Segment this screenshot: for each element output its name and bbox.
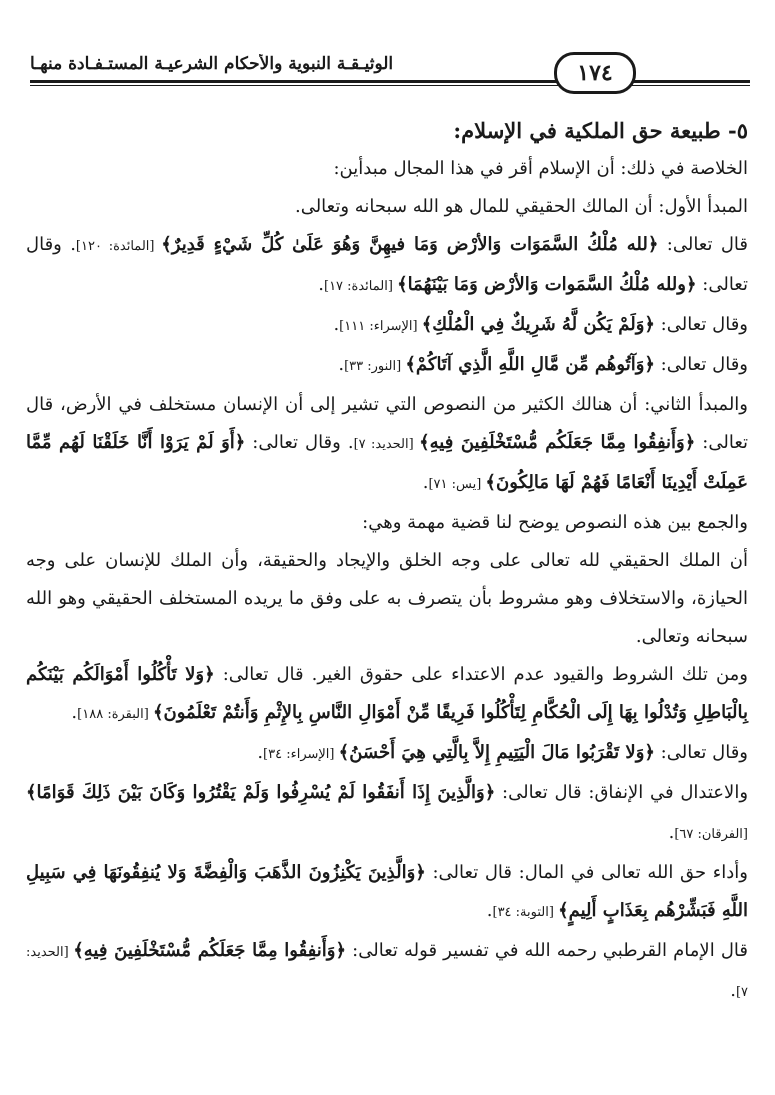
- page-number: ١٧٤: [554, 52, 636, 94]
- verse-reference: [التوبة: ٣٤]: [492, 905, 559, 920]
- body-text: والجمع بين هذه النصوص يوضح لنا قضية مهمة وهي:: [362, 512, 748, 533]
- body-text: ومن تلك الشروط والقيود عدم الاعتداء على حقوق الغير. قال تعالى:: [214, 664, 748, 685]
- body-text: .: [730, 980, 736, 1001]
- body-text: . وقال تعالى:: [245, 432, 354, 453]
- body-text: .: [71, 702, 78, 723]
- quran-verse: ﴿وَلا تَأْكُلُوا أَمْوَالَكُم بَيْنَكُم بِالْبَاطِلِ وَتُدْلُوا بِهَا إِلَى الْحُكَّامِ لِتَأْكُلُوا فَرِيقًا مِّنْ أَمْوَالِ النَّاسِ بِالإِثْمِ وَأَنتُمْ تَعْلَمُونَ﴾: [26, 664, 748, 723]
- paragraph: [26, 188, 748, 226]
- body-text: قال تعالى:: [658, 234, 748, 255]
- paragraph: [26, 346, 748, 386]
- header-rule-thick: [30, 80, 750, 83]
- paragraph: [26, 306, 748, 346]
- quran-verse: ﴿وَلا تَقْرَبُوا مَالَ الْيَتِيمِ إِلاَّ بِالَّتِي هِيَ أَحْسَنُ﴾: [338, 742, 655, 763]
- body-text: .: [257, 742, 264, 763]
- body-text: .: [318, 274, 324, 295]
- verse-reference: [الفرقان: ٦٧]: [674, 827, 748, 842]
- verse-reference: [المائدة: ١٧]: [323, 279, 398, 294]
- body-text: أن الملك الحقيقي لله تعالى على وجه الخلق والإيجاد والحقيقة، وأن الملك للإنسان على وجه الحيازة، والاستخلاف وهو مشروط بأن يتصرف به على وفق ما يريده المستخلف الحقيقي وهو الله سبحانه وتعالى.: [26, 550, 748, 647]
- body-text: قال الإمام القرطبي رحمه الله في تفسير قوله تعالى:: [346, 940, 748, 961]
- paragraph: [26, 734, 748, 774]
- body-text: .: [338, 354, 345, 375]
- body-text: المبدأ الأول: أن المالك الحقيقي للمال هو الله سبحانه وتعالى.: [294, 196, 748, 217]
- body-text: وقال تعالى:: [654, 314, 748, 335]
- body-text: .: [486, 900, 493, 921]
- body-text: وأداء حق الله تعالى في المال: قال تعالى:: [425, 862, 748, 883]
- body-text: .: [422, 472, 429, 493]
- verse-reference: [الإسراء: ١١١]: [339, 319, 422, 334]
- verse-reference: [الإسراء: ٣٤]: [263, 747, 339, 762]
- paragraph: [26, 386, 748, 504]
- quran-verse: ﴿ولله مُلْكُ السَّمَوات وَالأرْض وَمَا بَيْنَهُمَا﴾: [397, 274, 697, 295]
- page-header: [30, 46, 750, 94]
- paragraph: [26, 774, 748, 854]
- paragraph: [26, 226, 748, 306]
- paragraph: [26, 854, 748, 932]
- quran-verse: ﴿لله مُلْكُ السَّمَوَات وَالأرْض وَمَا فيهِنَّ وَهُوَ عَلَىٰ كُلِّ شَيْءٍ قَدِيرٌ﴾: [161, 234, 659, 255]
- verse-reference: [المائدة: ١٢٠]: [75, 239, 162, 254]
- paragraph: [26, 542, 748, 656]
- paragraph: [26, 150, 748, 188]
- verse-reference: [النور: ٣٣]: [344, 359, 406, 374]
- body-text: والمبدأ الثاني: أن هنالك الكثير من النصوص التي تشير إلى أن الإنسان مستخلف في الأرض، قال تعالى:: [26, 394, 749, 453]
- quran-verse: ﴿وَالَّذِينَ إِذَا أَنفَقُوا لَمْ يُسْرِفُوا وَلَمْ يَقْتُرُوا وَكَانَ بَيْنَ ذَلِكَ قَوَامًا﴾: [26, 782, 496, 803]
- body-text: .: [333, 314, 340, 335]
- verse-reference: [يس: ٧١]: [428, 477, 486, 492]
- header-rule-thin: [30, 85, 750, 86]
- body-text: .: [668, 822, 675, 843]
- quran-verse: ﴿وَأَنفِقُوا مِمَّا جَعَلَكُم مُّسْتَخْلَفِينَ فِيهِ﴾: [419, 432, 696, 453]
- paragraphs: [26, 150, 748, 1012]
- verse-reference: [الحديد: ٧]: [353, 437, 420, 452]
- quran-verse: ﴿وَالَّذِينَ يَكْنِزُونَ الذَّهَبَ وَالْفِضَّةَ وَلا يُنفِقُونَهَا فِي سَبِيلِ اللَّهِ فَبَشِّرْهُم بِعَذَابٍ أَلِيمٍ﴾: [26, 862, 748, 921]
- body-text: الخلاصة في ذلك: أن الإسلام أقر في هذا المجال مبدأين:: [333, 158, 748, 179]
- paragraph: [26, 504, 748, 542]
- quran-verse: ﴿أَوَ لَمْ يَرَوْا أَنَّا خَلَقْنَا لَهُم مِّمَّا عَمِلَتْ أَيْدِينَا أَنْعَامًا فَهُمْ لَهَا مَالِكُونَ﴾: [26, 432, 748, 493]
- body-text: وقال تعالى:: [654, 354, 748, 375]
- section-title: ٥- طبيعة حق الملكية في الإسلام:: [453, 118, 748, 143]
- quran-verse: ﴿وَلَمْ يَكُن لَّهُ شَرِيكٌ فِي الْمُلْكِ﴾: [421, 314, 655, 335]
- page-body: [26, 112, 748, 1012]
- body-text: وقال تعالى:: [654, 742, 748, 763]
- body-text: والاعتدال في الإنفاق: قال تعالى:: [495, 782, 749, 803]
- quran-verse: ﴿وَأَنفِقُوا مِمَّا جَعَلَكُم مُّسْتَخْلَفِينَ فِيهِ﴾: [73, 940, 347, 961]
- body-text: . وقال تعالى:: [26, 234, 748, 295]
- paragraph: [26, 932, 748, 1012]
- verse-reference: [البقرة: ١٨٨]: [77, 707, 153, 722]
- running-title: الوثيـقـة النبوية والأحكام الشرعيـة المستـفـادة منهـا: [30, 54, 394, 74]
- quran-verse: ﴿وَآتُوهُم مِّن مَّالِ اللَّهِ الَّذِي آتَاكُمْ﴾: [405, 354, 655, 375]
- paragraph: [26, 656, 748, 734]
- verse-reference: [الحديد: ٧]: [26, 945, 748, 1000]
